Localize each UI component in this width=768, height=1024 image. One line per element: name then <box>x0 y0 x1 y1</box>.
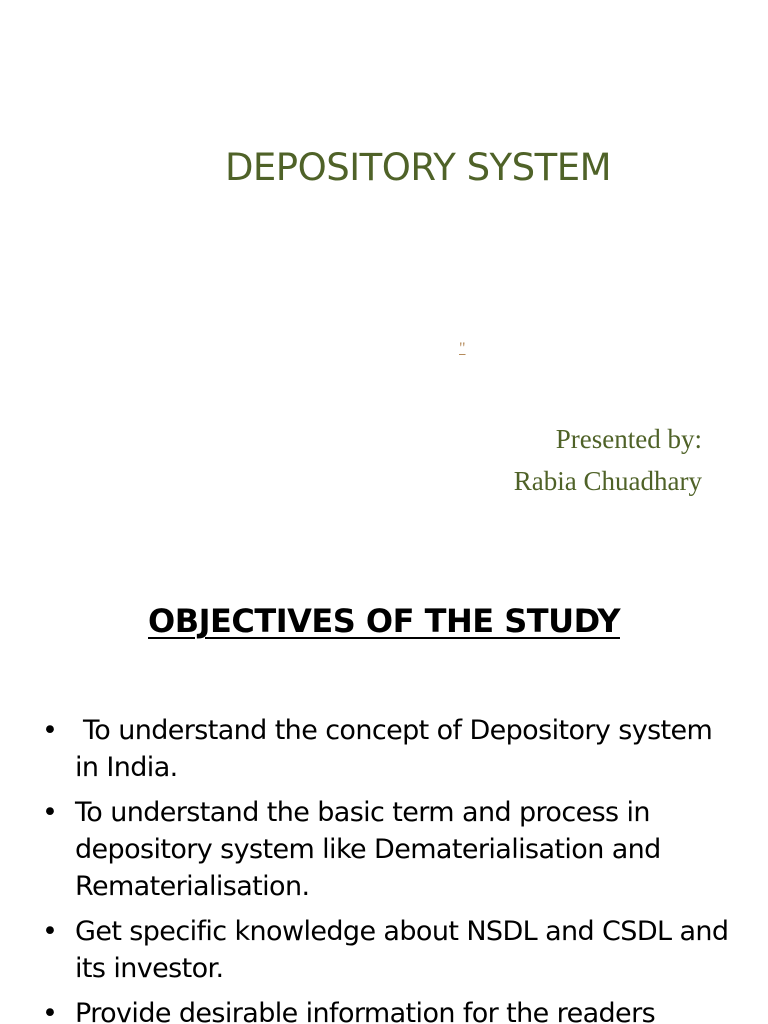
presenter-block <box>514 418 702 502</box>
hyperlink-mark[interactable]: " <box>459 340 466 357</box>
objectives-heading: OBJECTIVES OF THE STUDY <box>148 602 620 640</box>
objectives-slide <box>0 576 768 1024</box>
bullet-icon: • <box>42 797 58 828</box>
slide-title: DEPOSITORY SYSTEM <box>224 146 612 189</box>
objective-text: Provide desirable information for the readers <box>75 998 656 1024</box>
objectives-list <box>42 712 732 1024</box>
bullet-icon: • <box>42 715 58 746</box>
objective-item <box>42 712 732 786</box>
bullet-icon: • <box>42 998 58 1024</box>
objective-item <box>42 913 732 987</box>
objective-text: To understand the basic term and process in depository system like Dematerialisation and Rematerialisation. <box>75 797 661 902</box>
bullet-icon: • <box>42 916 58 947</box>
presenter-label: Presented by: <box>555 424 702 454</box>
presenter-name: Rabia Chuadhary <box>513 466 702 496</box>
objective-text: Get specific knowledge about NSDL and CSDL and its investor. <box>75 916 729 984</box>
objective-text: To understand the concept of Depository system in India. <box>75 715 721 783</box>
objective-item <box>42 794 732 905</box>
objective-item <box>42 995 732 1024</box>
